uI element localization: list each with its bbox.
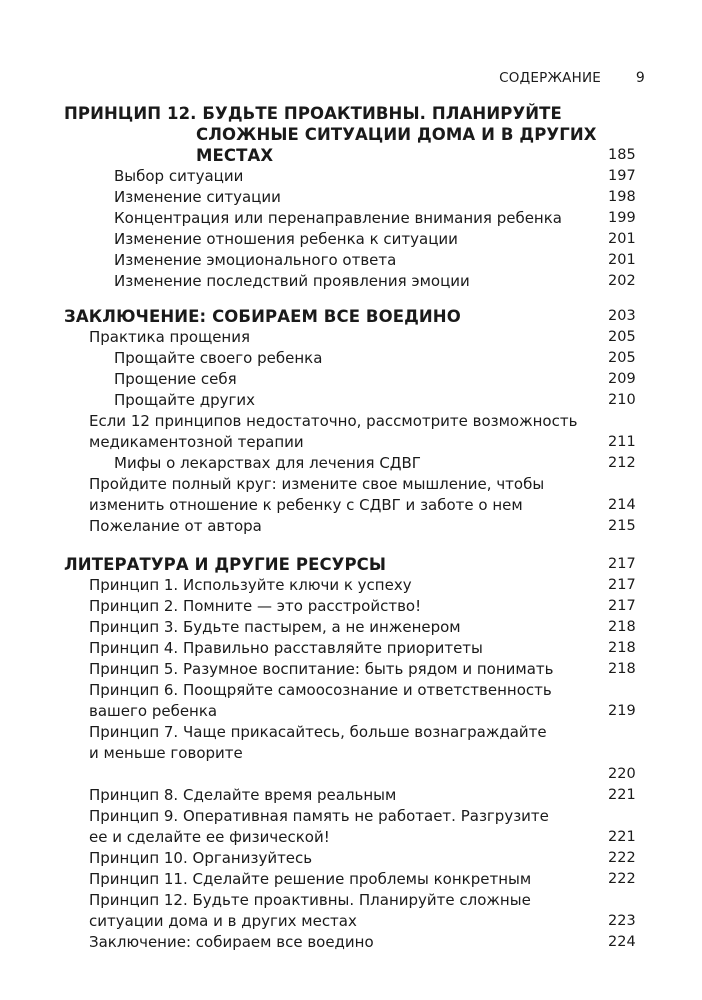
toc-entry-text: Принцип 8. Сделайте время реальным — [89, 786, 397, 804]
toc-entry[interactable] — [0, 743, 702, 764]
toc-page-number: 217 — [608, 556, 636, 572]
toc-entry[interactable] — [0, 411, 702, 432]
toc-entry-text: Принцип 9. Оперативная память не работает. Разгрузите — [89, 807, 549, 825]
toc-heading-text: ЗАКЛЮЧЕНИЕ: СОБИРАЕМ ВСЕ ВОЕДИНО — [64, 307, 461, 326]
toc-page-number: 217 — [608, 577, 636, 593]
toc-entry[interactable] — [0, 453, 702, 474]
toc-entry[interactable] — [0, 638, 702, 659]
toc-page-number: 215 — [608, 518, 636, 534]
toc-entry[interactable] — [0, 596, 702, 617]
toc-entry[interactable] — [0, 495, 702, 516]
toc-entry[interactable] — [0, 617, 702, 638]
toc-heading-principle-12-line1[interactable] — [0, 103, 702, 124]
toc-page-number: 218 — [608, 661, 636, 677]
toc-entry-text: вашего ребенка — [89, 702, 218, 720]
toc-entry-text: Практика прощения — [89, 328, 251, 346]
toc-page-number: 211 — [608, 434, 636, 450]
toc-entry-text: Изменение отношения ребенка к ситуации — [114, 230, 458, 248]
toc-entry[interactable] — [0, 208, 702, 229]
toc-entry-text: Прощение себя — [114, 370, 237, 388]
toc-entry-text: Изменение последствий проявления эмоции — [114, 272, 470, 290]
toc-page-number: 219 — [608, 703, 636, 719]
toc-entry[interactable] — [0, 680, 702, 701]
toc-entry-text: Мифы о лекарствах для лечения СДВГ — [114, 454, 421, 472]
toc-entry-text: Принцип 12. Будьте проактивны. Планируйте сложные — [89, 891, 531, 909]
toc-entry[interactable] — [0, 575, 702, 596]
toc-page-number: 212 — [608, 455, 636, 471]
section-gap — [0, 292, 702, 306]
toc-entry-text: Если 12 принципов недостаточно, рассмотрите возможность — [89, 412, 578, 430]
toc-entry-text: Принцип 11. Сделайте решение проблемы конкретным — [89, 870, 532, 888]
toc-heading-literature[interactable] — [0, 554, 702, 575]
toc-entry-text: Принцип 2. Помните — это расстройство! — [89, 597, 422, 615]
running-head-title: СОДЕРЖАНИЕ — [499, 70, 601, 86]
toc-entry[interactable] — [0, 474, 702, 495]
toc-page-number: 202 — [608, 273, 636, 289]
toc-entry-text: ее и сделайте ее физической! — [89, 828, 330, 846]
page-number: 9 — [635, 70, 645, 86]
toc-entry[interactable] — [0, 250, 702, 271]
toc-entry[interactable] — [0, 701, 702, 722]
toc-entry-text: Пройдите полный круг: измените свое мышление, чтобы — [89, 475, 545, 493]
toc-entry[interactable] — [0, 432, 702, 453]
toc-entry[interactable] — [0, 369, 702, 390]
toc-heading-principle-12-line2[interactable] — [0, 124, 702, 145]
toc-entry-text: изменить отношение к ребенку с СДВГ и заботе о нем — [89, 496, 523, 514]
toc-entry-text: Принцип 6. Поощряйте самоосознание и ответственность — [89, 681, 552, 699]
toc-entry[interactable] — [0, 271, 702, 292]
toc-entry-text: Концентрация или перенаправление внимания ребенка — [114, 209, 562, 227]
toc-entry-text: Пожелание от автора — [89, 517, 262, 535]
toc-entry[interactable] — [0, 890, 702, 911]
toc-entry-text: Принцип 4. Правильно расставляйте приоритеты — [89, 639, 483, 657]
toc-entry-text: медикаментозной терапии — [89, 433, 304, 451]
toc-page-number: 221 — [608, 829, 636, 845]
toc-entry-text: Изменение эмоционального ответа — [114, 251, 397, 269]
toc-entry[interactable] — [0, 806, 702, 827]
toc-entry[interactable] — [0, 390, 702, 411]
toc-page-number: 201 — [608, 252, 636, 268]
toc-entry[interactable] — [0, 827, 702, 848]
toc-entry[interactable] — [0, 869, 702, 890]
toc-page-number: 217 — [608, 598, 636, 614]
toc-page-number: 209 — [608, 371, 636, 387]
toc-page-number: 224 — [608, 934, 636, 950]
table-of-contents — [0, 103, 702, 953]
toc-entry[interactable] — [0, 785, 702, 806]
toc-page-number: 205 — [608, 350, 636, 366]
toc-entry-text: Принцип 10. Организуйтесь — [89, 849, 313, 867]
toc-entry[interactable] — [0, 166, 702, 187]
toc-entry[interactable] — [0, 764, 702, 785]
toc-heading-text: ПРИНЦИП 12. БУДЬТЕ ПРОАКТИВНЫ. ПЛАНИРУЙТЕ — [64, 104, 562, 123]
toc-entry[interactable] — [0, 848, 702, 869]
toc-page-number: 220 — [608, 766, 636, 782]
toc-entry[interactable] — [0, 659, 702, 680]
toc-heading-principle-12-line3[interactable] — [0, 145, 702, 166]
toc-entry[interactable] — [0, 911, 702, 932]
toc-page-number: 223 — [608, 913, 636, 929]
toc-heading-conclusion[interactable] — [0, 306, 702, 327]
toc-entry[interactable] — [0, 722, 702, 743]
toc-entry[interactable] — [0, 327, 702, 348]
toc-page-number: 222 — [608, 850, 636, 866]
toc-entry-text: Принцип 7. Чаще прикасайтесь, больше вознаграждайте — [89, 723, 547, 741]
toc-entry-text: Принцип 5. Разумное воспитание: быть рядом и понимать — [89, 660, 554, 678]
toc-page-number: 185 — [608, 147, 636, 163]
toc-entry-text: и меньше говорите — [89, 744, 243, 762]
toc-entry[interactable] — [0, 187, 702, 208]
toc-heading-text: МЕСТАХ — [196, 146, 274, 165]
toc-page-number: 214 — [608, 497, 636, 513]
toc-page-number: 201 — [608, 231, 636, 247]
toc-entry-text: Изменение ситуации — [114, 188, 281, 206]
toc-entry-text: Принцип 3. Будьте пастырем, а не инженером — [89, 618, 461, 636]
toc-entry-text: Прощайте других — [114, 391, 256, 409]
toc-page-number: 197 — [608, 168, 636, 184]
toc-page-number: 205 — [608, 329, 636, 345]
toc-heading-text: ЛИТЕРАТУРА И ДРУГИЕ РЕСУРСЫ — [64, 555, 387, 574]
toc-entry-text: Выбор ситуации — [114, 167, 244, 185]
toc-page-number: 203 — [608, 308, 636, 324]
toc-entry[interactable] — [0, 932, 702, 953]
toc-page-number: 198 — [608, 189, 636, 205]
toc-heading-text: СЛОЖНЫЕ СИТУАЦИИ ДОМА И В ДРУГИХ — [196, 125, 597, 144]
toc-page-number: 221 — [608, 787, 636, 803]
section-gap — [0, 537, 702, 554]
toc-entry[interactable] — [0, 348, 702, 369]
toc-entry-text: Прощайте своего ребенка — [114, 349, 323, 367]
toc-entry-text: ситуации дома и в других местах — [89, 912, 357, 930]
toc-entry-text: Заключение: собираем все воедино — [89, 933, 374, 951]
toc-page-number: 222 — [608, 871, 636, 887]
toc-page-number: 210 — [608, 392, 636, 408]
toc-page-number: 218 — [608, 640, 636, 656]
toc-entry-text: Принцип 1. Используйте ключи к успеху — [89, 576, 412, 594]
toc-page-number: 199 — [608, 210, 636, 226]
toc-entry[interactable] — [0, 229, 702, 250]
toc-entry[interactable] — [0, 516, 702, 537]
toc-page-number: 218 — [608, 619, 636, 635]
